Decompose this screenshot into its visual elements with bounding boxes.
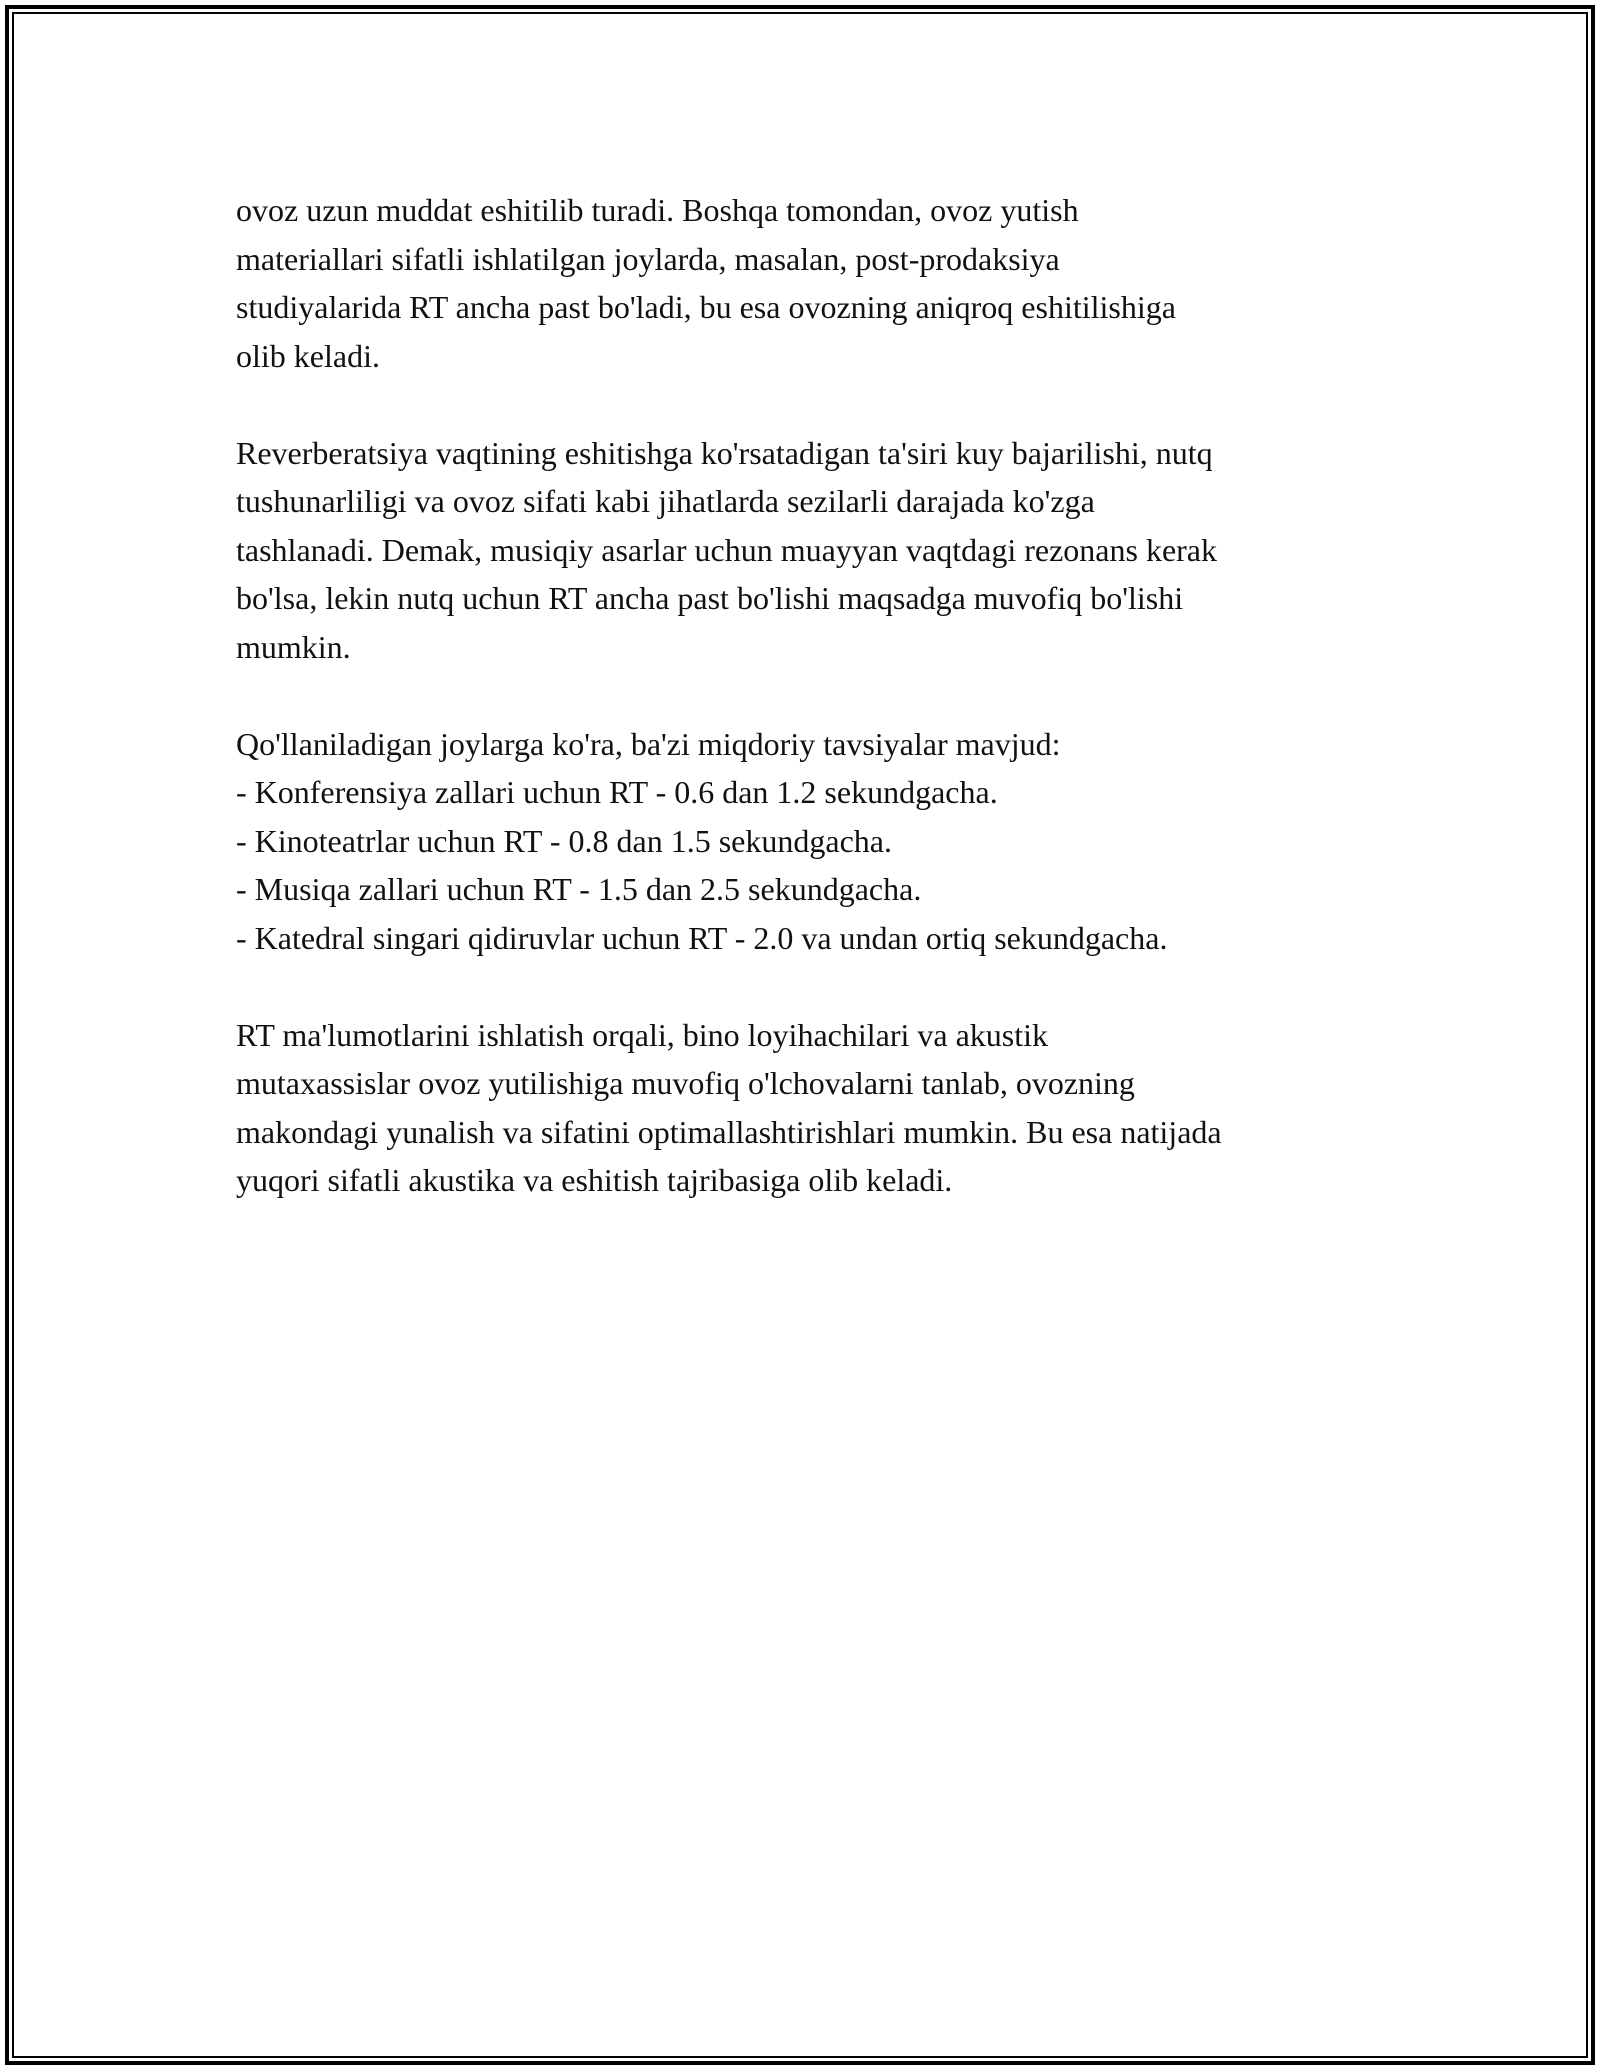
- list-item: - Kinoteatrlar uchun RT - 0.8 dan 1.5 sekundgacha.: [236, 822, 892, 859]
- list-item: - Musiqa zallari uchun RT - 1.5 dan 2.5 sekundgacha.: [236, 871, 922, 907]
- list-item: - Katedral singari qidiruvlar uchun RT - 2.0 va undan ortiq sekundgacha.: [236, 919, 1168, 956]
- paragraph-continuation: ovoz uzun muddat eshitilib turadi. Boshqa tomondan, ovoz yutish materiallari sifatli ishlatilgan joylarda, masalan, post-prodaksiya studiyalarida RT ancha past bo'ladi, bu esa ovozning aniqroq eshitilishiga olib keladi.: [236, 192, 1176, 374]
- recommendations-intro: Qo'llaniladigan joylarga ko'ra, ba'zi miqdoriy tavsiyalar mavjud:: [236, 725, 1061, 762]
- recommendations-list: [236, 768, 1376, 962]
- list-item: - Konferensiya zallari uchun RT - 0.6 dan 1.2 sekundgacha.: [236, 774, 998, 810]
- document-body: [236, 186, 1376, 1253]
- paragraph-reverberation-effect: Reverberatsiya vaqtining eshitishga ko'rsatadigan ta'siri kuy bajarilishi, nutq tushunarliligi va ovoz sifati kabi jihatlarda sezilarli darajada ko'zga tashlanadi. Demak, musiqiy asarlar uchun muayyan vaqtdagi rezonans kerak bo'lsa, lekin nutq uchun RT ancha past bo'lishi maqsadga muvofiq bo'lishi mumkin.: [236, 434, 1217, 665]
- paragraph-closing: RT ma'lumotlarini ishlatish orqali, bino loyihachilari va akustik mutaxassislar ovoz yutilishiga muvofiq o'lchovalarni tanlab, ovozning makondagi yunalish va sifatini optimallashtirishlari mumkin. Bu esa natijada yuqori sifatli akustika va eshitish tajribasiga olib keladi.: [236, 1016, 1222, 1198]
